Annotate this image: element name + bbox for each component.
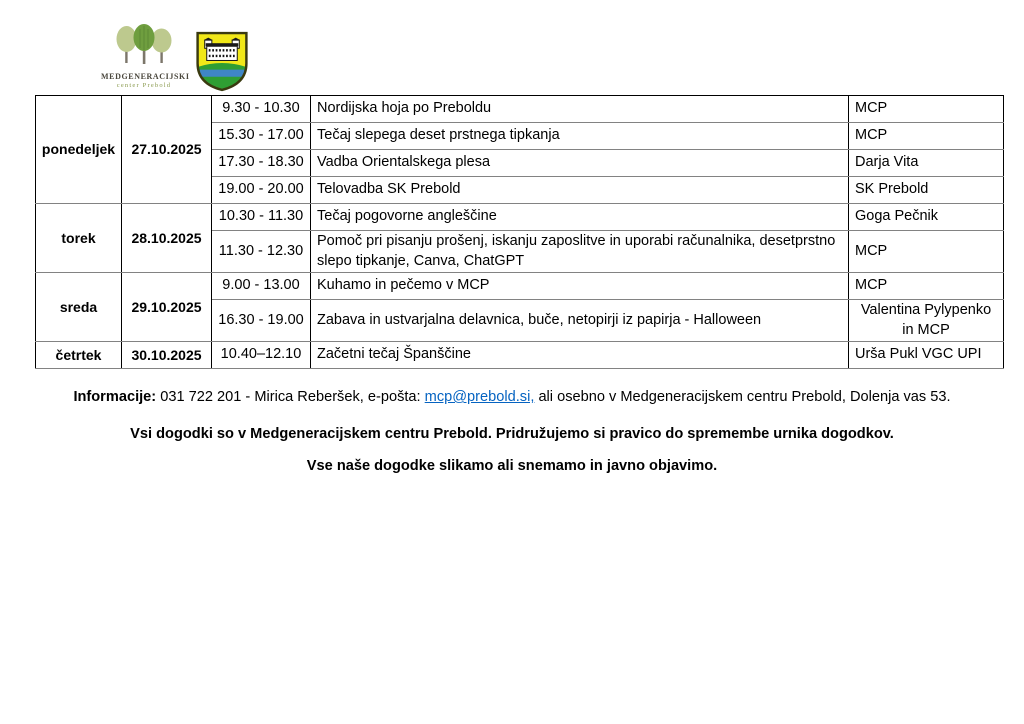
activity-cell: Nordijska hoja po Preboldu	[311, 96, 849, 123]
activity-cell: Kuhamo in pečemo v MCP	[311, 273, 849, 300]
activity-cell: Pomoč pri pisanju prošenj, iskanju zaposlitve in uporabi računalnika, desetprstno slepo tipkanje, Canva, ChatGPT	[311, 231, 849, 273]
schedule-row	[36, 96, 1004, 123]
mcp-logo	[101, 24, 190, 89]
schedule-table	[35, 95, 1004, 369]
organizer-cell: MCP	[849, 123, 1004, 150]
time-cell: 9.30 - 10.30	[212, 96, 311, 123]
activity-cell: Telovadba SK Prebold	[311, 177, 849, 204]
time-cell: 19.00 - 20.00	[212, 177, 311, 204]
info-line	[0, 389, 1024, 405]
organizer-cell: Valentina Pylypenko in MCP	[849, 300, 1004, 342]
email-link[interactable]: mcp@prebold.si,	[424, 389, 535, 405]
header-logos	[101, 24, 249, 92]
schedule-row	[36, 204, 1004, 231]
info-label: Informacije:	[73, 389, 157, 405]
date-cell: 28.10.2025	[122, 204, 212, 273]
organizer-cell: Goga Pečnik	[849, 204, 1004, 231]
time-cell: 17.30 - 18.30	[212, 150, 311, 177]
activity-cell: Zabava in ustvarjalna delavnica, buče, netopirji iz papirja - Halloween	[311, 300, 849, 342]
date-cell: 30.10.2025	[122, 342, 212, 369]
prebold-crest-icon	[195, 31, 249, 92]
day-cell: sreda	[36, 273, 122, 342]
activity-cell: Tečaj pogovorne angleščine	[311, 204, 849, 231]
time-cell: 10.40–12.10	[212, 342, 311, 369]
activity-cell: Tečaj slepega deset prstnega tipkanja	[311, 123, 849, 150]
date-cell: 29.10.2025	[122, 273, 212, 342]
time-cell: 15.30 - 17.00	[212, 123, 311, 150]
time-cell: 10.30 - 11.30	[212, 204, 311, 231]
time-cell: 9.00 - 13.00	[212, 273, 311, 300]
activity-cell: Začetni tečaj Španščine	[311, 342, 849, 369]
organizer-cell: SK Prebold	[849, 177, 1004, 204]
info-text-after: ali osebno v Medgeneracijskem centru Prebold, Dolenja vas 53.	[534, 389, 951, 405]
organizer-cell: Urša Pukl VGC UPI	[849, 342, 1004, 369]
organizer-cell: MCP	[849, 273, 1004, 300]
logo-org-subtitle: center Prebold	[116, 82, 172, 89]
time-cell: 16.30 - 19.00	[212, 300, 311, 342]
activity-cell: Vadba Orientalskega plesa	[311, 150, 849, 177]
schedule-row	[36, 273, 1004, 300]
day-cell: ponedeljek	[36, 96, 122, 204]
note-events: Vsi dogodki so v Medgeneracijskem centru Prebold. Pridružujemo si pravico do spremembe urnika dogodkov.	[130, 426, 894, 442]
logo-org-name: MEDGENERACIJSKI	[101, 72, 190, 81]
organizer-cell: Darja Vita	[849, 150, 1004, 177]
date-cell: 27.10.2025	[122, 96, 212, 204]
time-cell: 11.30 - 12.30	[212, 231, 311, 273]
organizer-cell: MCP	[849, 231, 1004, 273]
day-cell: torek	[36, 204, 122, 273]
trees-icon	[111, 24, 177, 66]
note-media: Vse naše dogodke slikamo ali snemamo in javno objavimo.	[306, 458, 718, 474]
day-cell: četrtek	[36, 342, 122, 369]
organizer-cell: MCP	[849, 96, 1004, 123]
schedule-row	[36, 342, 1004, 369]
info-text-before: 031 722 201 - Mirica Reberšek, e-pošta:	[156, 389, 425, 405]
schedule-table-body	[36, 96, 1004, 369]
